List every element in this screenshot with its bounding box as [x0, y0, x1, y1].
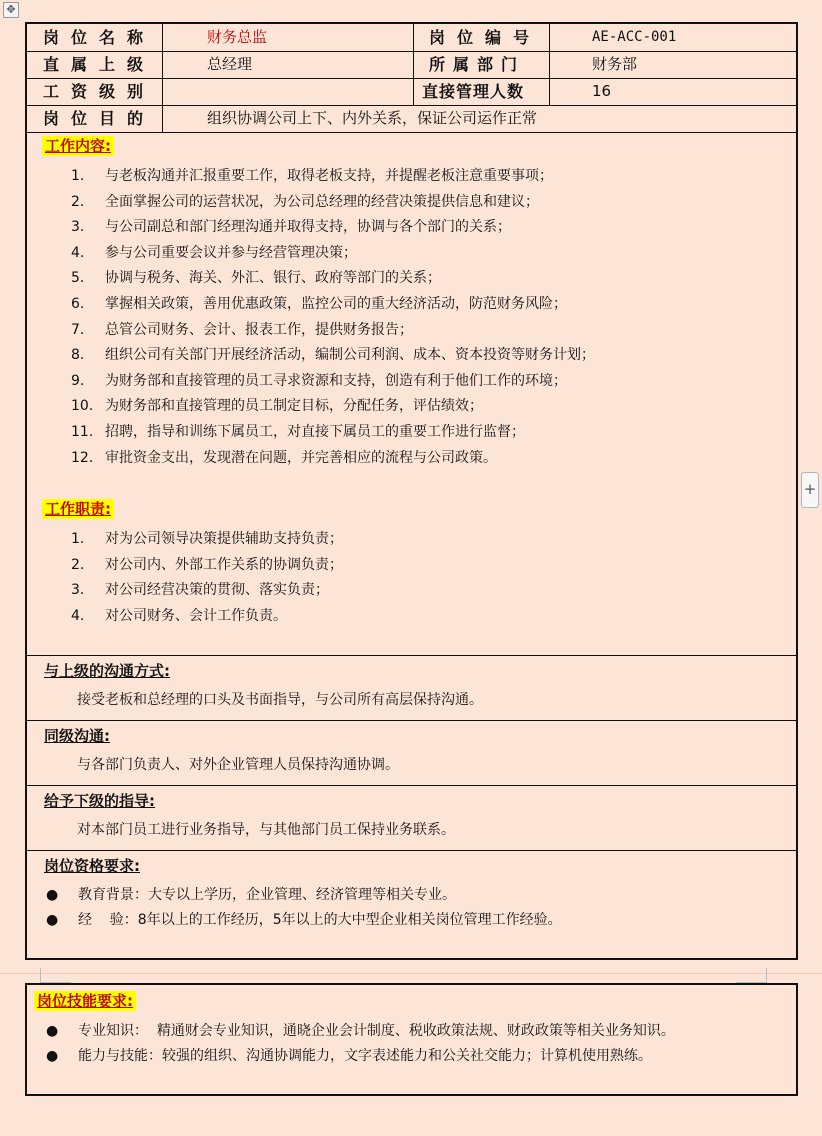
direct-reports-label: 直接管理人数 [422, 82, 525, 101]
position-name-label: 岗位名称 [43, 28, 156, 47]
salary-level-label: 工资级别 [43, 82, 156, 101]
page-corner-mark [40, 968, 71, 983]
purpose-label: 岗位目的 [43, 109, 156, 128]
peer-comm-title: 同级沟通: [44, 727, 110, 745]
direct-reports-value[interactable]: 16 [592, 82, 612, 100]
header-row-position [27, 24, 796, 52]
position-name-value[interactable]: 财务总监 [207, 28, 268, 46]
qualifications-section: 岗位资格要求: ● 教育背景：大专以上学历，企业管理、经济管理等相关专业。 ● 经 验：8年以上的工作经历，5年以上的大中型企业相关岗位管理工作经验。 [27, 851, 796, 958]
superior-comm-title: 与上级的沟通方式: [44, 662, 170, 680]
superior-comm-section [27, 656, 796, 721]
department-value[interactable]: 财务部 [592, 55, 638, 73]
work-content-section: 工作内容: 1. 与老板沟通并汇报重要工作，取得老板支持，并提醒老板注意重要事项； 2. 全面掌握公司的运营状况，为公司总经理的经营决策提供信息和建议； 3. 与公司副总和部门经理沟通并取得支持，协调与各个部门的关系； 4. 参与公司重要会议并参与经营管理决策； 5. 协调与税务、海关、外汇、银行、政府等部门的关系； 6. 掌握相关政策，善用优惠政策，监控公司的重大经济活动，防范财务风险； 7. 总管公司财务、会计、报表工作，提供财务报告； 8. 组织公司有关部门开展经济活动，编制公司利润、成本、资本投资等财务计划； 9. 为财务部和直接管理的员工寻求资源和支持，创造有利于他们工作的环境； 10. 为财务部和直接管理的员工制定目标，分配任务，评估绩效； 11. 招聘，指导和训练下属员工，对直接下属员工的重要工作进行监督； 12. 审批资金支出，发现潜在问题，并完善相应的流程与公司政策。 工作职责: 1. 对为公司领导决策提供辅助支持负责； 2. 对公司内、外部工作关系的协调负责； 3. 对公司经营决策的贯彻、落实负责； 4. 对公司财务、会计工作负责。 [27, 132, 796, 656]
peer-comm-text: 与各部门负责人、对外企业管理人员保持沟通协调。 [77, 757, 399, 773]
plus-icon: + [803, 480, 817, 498]
superior-label: 直属上级 [43, 55, 156, 74]
subordinate-guidance-title: 给予下级的指导: [44, 792, 155, 810]
bullet-icon: ● [46, 1048, 59, 1064]
job-description-table [25, 22, 798, 960]
subordinate-guidance-section [27, 786, 796, 851]
position-code-label: 岗位编号 [429, 28, 542, 47]
bullet-icon: ● [46, 887, 59, 903]
skills-title: 岗位技能要求: [34, 991, 136, 1011]
move-arrows-icon: ✥ [6, 3, 16, 16]
purpose-value[interactable]: 组织协调公司上下、内外关系，保证公司运作正常 [207, 109, 538, 127]
bullet-icon: ● [46, 1023, 59, 1039]
superior-comm-text: 接受老板和总经理的口头及书面指导，与公司所有高层保持沟通。 [77, 692, 483, 708]
header-row-superior [27, 51, 796, 79]
header-row-purpose [27, 105, 796, 133]
add-column-handle[interactable] [801, 472, 819, 508]
table-move-handle[interactable] [3, 2, 19, 18]
qualifications-title: 岗位资格要求: [44, 857, 140, 875]
work-content-title: 工作内容: [42, 136, 114, 156]
department-label: 所属部门 [429, 55, 526, 74]
header-row-salary [27, 78, 796, 106]
skills-table: 岗位技能要求: ● 专业知识： 精通财会专业知识，通晓企业会计制度、税收政策法规、财政政策等相关业务知识。 ● 能力与技能：较强的组织、沟通协调能力，文字表述能力和公关社交能力；计算机使用熟练。 [25, 983, 798, 1096]
page-break [0, 973, 822, 974]
superior-value[interactable]: 总经理 [207, 55, 253, 73]
page-corner-mark [736, 968, 767, 983]
subordinate-guidance-text: 对本部门员工进行业务指导，与其他部门员工保持业务联系。 [77, 822, 455, 838]
duties-title: 工作职责: [42, 499, 114, 519]
peer-comm-section [27, 721, 796, 786]
bullet-icon: ● [46, 912, 59, 928]
position-code-value[interactable]: AE-ACC-001 [592, 29, 677, 45]
